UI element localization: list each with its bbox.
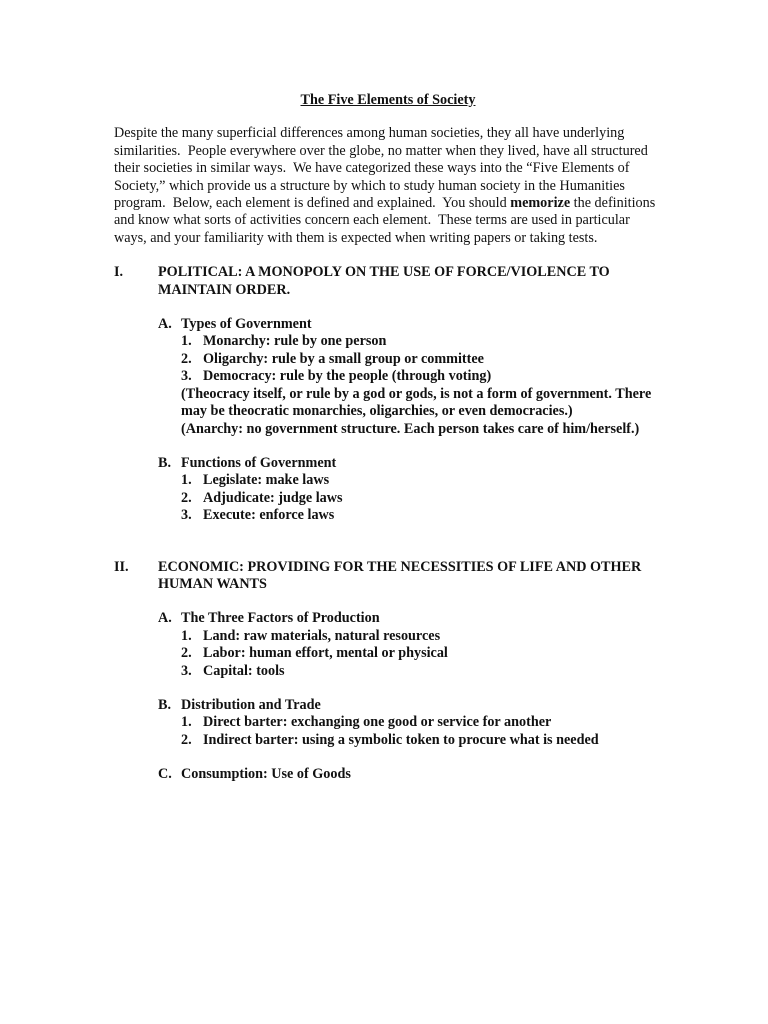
outline-section <box>114 559 662 784</box>
item-number: 3. <box>181 507 192 524</box>
item-text: Indirect barter: using a symbolic token to procure what is needed <box>203 731 599 748</box>
subsection-label: Functions of Government <box>181 454 337 471</box>
subsection-letter: B. <box>158 454 172 471</box>
document-title: The Five Elements of Society <box>300 92 476 108</box>
subsection <box>158 697 662 749</box>
item-text: Labor: human effort, mental or physical <box>203 645 448 662</box>
subsection-header <box>158 766 662 783</box>
subsection-label: Distribution and Trade <box>181 696 321 713</box>
outline <box>114 264 662 783</box>
item-number: 1. <box>181 472 192 489</box>
item-number: 3. <box>181 368 192 385</box>
note-text: (Theocracy itself, or rule by a god or gods, is not a form of government. There may be theocratic monarchies, oligarchies, or even democracies.) <box>181 385 652 420</box>
item-text: Adjudicate: judge laws <box>203 489 343 506</box>
section-heading: ECONOMIC: PROVIDING FOR THE NECESSITIES OF LIFE AND OTHER HUMAN WANTS <box>158 558 642 592</box>
item-text: Monarchy: rule by one person <box>203 333 387 350</box>
intro-emphasis: memorize <box>510 195 571 212</box>
item-text: Oligarchy: rule by a small group or committee <box>203 350 484 367</box>
subsection-label: The Three Factors of Production <box>181 610 380 627</box>
section-number: II. <box>114 558 129 575</box>
intro-text-part2: the definitions and know what sorts of activities concern each element. These terms are used in particular ways, and your familiarity with them is expected when writing papers or taking tests. <box>114 195 659 246</box>
list-item <box>181 663 662 680</box>
item-text: Capital: tools <box>203 662 285 679</box>
subsection-letter: A. <box>158 610 172 627</box>
item-number: 1. <box>181 627 192 644</box>
item-list <box>181 333 662 385</box>
intro-text-part1: Despite the many superficial differences among human societies, they all have underlying similarities. People everywhere over the globe, no matter when they lived, have all structured their societies in similar ways. We have categorized these ways into the “Five Elements of Society,” which provide us a structure by which to study human society in the Humanities program. Below, each element is defined and explained. You should <box>114 125 652 212</box>
subsection <box>158 455 662 525</box>
item-number: 1. <box>181 714 192 731</box>
item-number: 1. <box>181 333 192 350</box>
subsection-header <box>158 455 662 472</box>
section-heading: POLITICAL: A MONOPOLY ON THE USE OF FORCE/VIOLENCE TO MAINTAIN ORDER. <box>158 264 610 298</box>
subsection-header <box>158 610 662 627</box>
list-item <box>181 472 662 489</box>
item-text: Land: raw materials, natural resources <box>203 627 441 644</box>
list-item <box>181 507 662 524</box>
item-text: Legislate: make laws <box>203 472 330 489</box>
list-item <box>181 645 662 662</box>
list-item <box>181 732 662 749</box>
list-item <box>181 714 662 731</box>
item-list <box>181 714 662 749</box>
item-number: 2. <box>181 645 192 662</box>
note-text: (Anarchy: no government structure. Each person takes care of him/herself.) <box>181 420 640 437</box>
intro-paragraph <box>114 125 662 247</box>
item-list <box>181 472 662 524</box>
item-number: 3. <box>181 662 192 679</box>
subsection-letter: A. <box>158 316 172 333</box>
item-number: 2. <box>181 731 192 748</box>
list-item <box>181 368 662 385</box>
subsection-label: Consumption: Use of Goods <box>181 766 351 783</box>
subsection-header <box>158 316 662 333</box>
subsection-letter: C. <box>158 766 172 783</box>
subsection-header <box>158 697 662 714</box>
subsection <box>158 316 662 438</box>
item-text: Direct barter: exchanging one good or service for another <box>203 714 552 731</box>
item-text: Execute: enforce laws <box>203 507 335 524</box>
subsection-label: Types of Government <box>181 316 312 333</box>
item-number: 2. <box>181 350 192 367</box>
list-item <box>181 490 662 507</box>
document-page <box>114 92 662 801</box>
list-item <box>181 351 662 368</box>
list-item <box>181 628 662 645</box>
list-item <box>181 333 662 350</box>
subsection-letter: B. <box>158 696 172 713</box>
subsection <box>158 766 662 783</box>
item-list <box>181 628 662 680</box>
outline-section <box>114 264 662 524</box>
section-number: I. <box>114 264 124 281</box>
subsection <box>158 610 662 680</box>
item-text: Democracy: rule by the people (through voting) <box>203 368 492 385</box>
item-number: 2. <box>181 489 192 506</box>
